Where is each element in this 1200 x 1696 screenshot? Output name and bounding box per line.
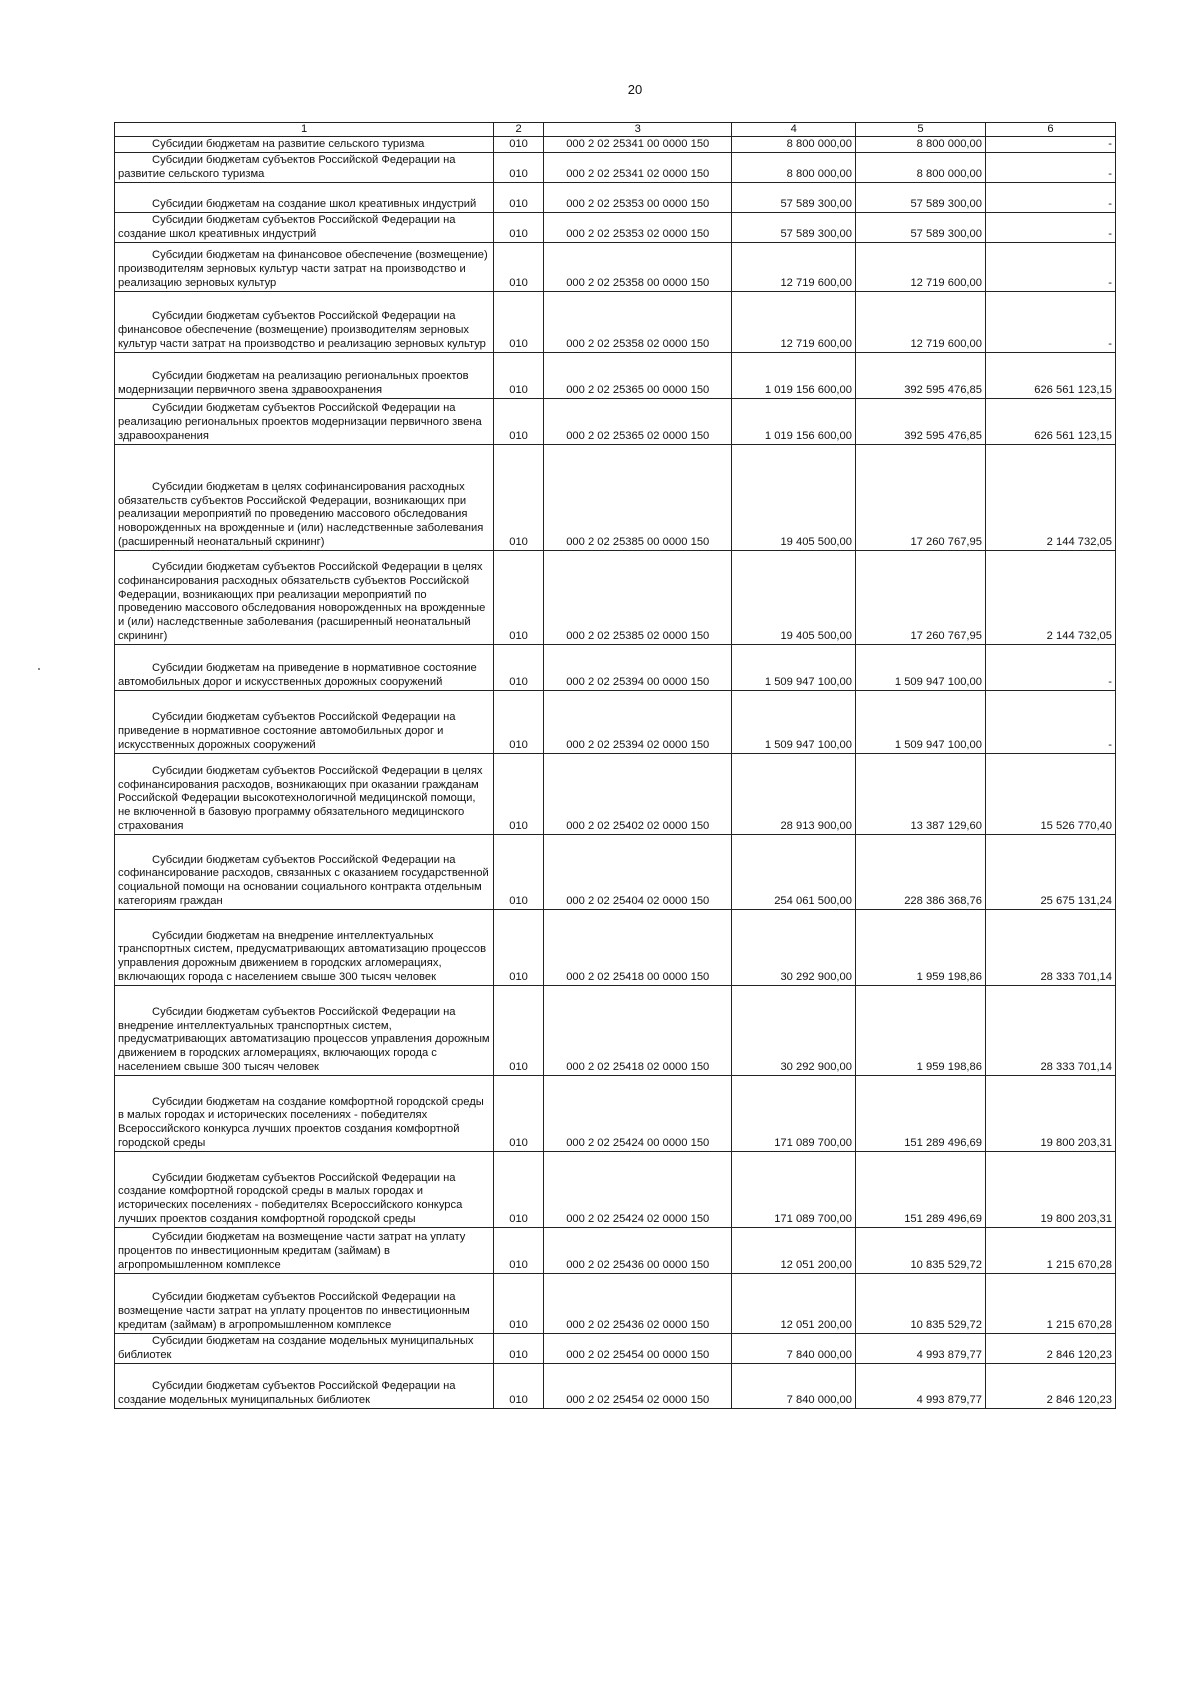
- item-name-cell: Субсидии бюджетам субъектов Российской Федерации в целях софинансирования расходов, возникающих при оказании гражданам Российской Федерации высокотехнологичной медицинской помощи, не включенной в базовую программу обязательного медицинского страхования: [115, 753, 494, 834]
- scan-speck: [38, 668, 40, 670]
- unexecuted-amount-cell: 19 800 203,31: [985, 1151, 1115, 1227]
- line-code-cell: 010: [494, 352, 544, 398]
- approved-amount-cell: 12 051 200,00: [732, 1273, 856, 1333]
- unexecuted-amount-cell: 28 333 701,14: [985, 909, 1115, 985]
- approved-amount-cell: 8 800 000,00: [732, 137, 856, 153]
- table-row: [115, 1227, 1116, 1273]
- item-name-cell: Субсидии бюджетам субъектов Российской Федерации на создание комфортной городской среды в малых городах и исторических поселениях - победителях Всероссийского конкурса лучших проектов создания комфортной городской среды: [115, 1151, 494, 1227]
- executed-amount-cell: 151 289 496,69: [855, 1151, 985, 1227]
- line-code-cell: 010: [494, 182, 544, 212]
- table-row: [115, 1151, 1116, 1227]
- line-code-cell: 010: [494, 444, 544, 550]
- unexecuted-amount-cell: -: [985, 152, 1115, 182]
- column-number: 4: [732, 123, 856, 137]
- executed-amount-cell: 13 387 129,60: [855, 753, 985, 834]
- column-number-row: [115, 123, 1116, 137]
- line-code-cell: 010: [494, 550, 544, 644]
- unexecuted-amount-cell: 19 800 203,31: [985, 1075, 1115, 1151]
- budget-classification-code-cell: 000 2 02 25454 00 0000 150: [543, 1333, 732, 1363]
- table-row: [115, 182, 1116, 212]
- item-name-cell: Субсидии бюджетам субъектов Российской Федерации на финансовое обеспечение (возмещение) производителям зерновых культур части затрат на производство и реализацию зерновых культур: [115, 291, 494, 352]
- budget-classification-code-cell: 000 2 02 25341 02 0000 150: [543, 152, 732, 182]
- executed-amount-cell: 392 595 476,85: [855, 352, 985, 398]
- line-code-cell: 010: [494, 834, 544, 909]
- table-row: [115, 1273, 1116, 1333]
- item-name-cell: Субсидии бюджетам на создание школ креативных индустрий: [115, 182, 494, 212]
- budget-classification-code-cell: 000 2 02 25454 02 0000 150: [543, 1363, 732, 1408]
- executed-amount-cell: 17 260 767,95: [855, 444, 985, 550]
- item-name-cell: Субсидии бюджетам субъектов Российской Федерации на развитие сельского туризма: [115, 152, 494, 182]
- item-name-cell: Субсидии бюджетам на создание комфортной городской среды в малых городах и исторических поселениях - победителях Всероссийского конкурса лучших проектов создания комфортной городской среды: [115, 1075, 494, 1151]
- approved-amount-cell: 1 019 156 600,00: [732, 352, 856, 398]
- line-code-cell: 010: [494, 212, 544, 242]
- approved-amount-cell: 254 061 500,00: [732, 834, 856, 909]
- approved-amount-cell: 1 509 947 100,00: [732, 644, 856, 690]
- table-row: [115, 398, 1116, 444]
- unexecuted-amount-cell: 2 144 732,05: [985, 550, 1115, 644]
- unexecuted-amount-cell: -: [985, 291, 1115, 352]
- table-row: [115, 444, 1116, 550]
- unexecuted-amount-cell: 626 561 123,15: [985, 352, 1115, 398]
- executed-amount-cell: 10 835 529,72: [855, 1273, 985, 1333]
- approved-amount-cell: 7 840 000,00: [732, 1333, 856, 1363]
- line-code-cell: 010: [494, 753, 544, 834]
- table-row: [115, 152, 1116, 182]
- executed-amount-cell: 8 800 000,00: [855, 152, 985, 182]
- line-code-cell: 010: [494, 1333, 544, 1363]
- executed-amount-cell: 228 386 368,76: [855, 834, 985, 909]
- table-row: [115, 644, 1116, 690]
- budget-classification-code-cell: 000 2 02 25358 00 0000 150: [543, 242, 732, 291]
- item-name-cell: Субсидии бюджетам на создание модельных муниципальных библиотек: [115, 1333, 494, 1363]
- approved-amount-cell: 57 589 300,00: [732, 212, 856, 242]
- budget-classification-code-cell: 000 2 02 25353 00 0000 150: [543, 182, 732, 212]
- budget-classification-code-cell: 000 2 02 25394 02 0000 150: [543, 690, 732, 753]
- unexecuted-amount-cell: 2 846 120,23: [985, 1363, 1115, 1408]
- line-code-cell: 010: [494, 242, 544, 291]
- line-code-cell: 010: [494, 1075, 544, 1151]
- page-number: 20: [627, 82, 643, 97]
- approved-amount-cell: 30 292 900,00: [732, 909, 856, 985]
- budget-classification-code-cell: 000 2 02 25436 00 0000 150: [543, 1227, 732, 1273]
- unexecuted-amount-cell: 2 846 120,23: [985, 1333, 1115, 1363]
- executed-amount-cell: 12 719 600,00: [855, 291, 985, 352]
- item-name-cell: Субсидии бюджетам на финансовое обеспечение (возмещение) производителям зерновых культур части затрат на производство и реализацию зерновых культур: [115, 242, 494, 291]
- budget-classification-code-cell: 000 2 02 25358 02 0000 150: [543, 291, 732, 352]
- item-name-cell: Субсидии бюджетам на реализацию региональных проектов модернизации первичного звена здравоохранения: [115, 352, 494, 398]
- unexecuted-amount-cell: 15 526 770,40: [985, 753, 1115, 834]
- budget-classification-code-cell: 000 2 02 25365 00 0000 150: [543, 352, 732, 398]
- executed-amount-cell: 392 595 476,85: [855, 398, 985, 444]
- column-number: 6: [985, 123, 1115, 137]
- budget-classification-code-cell: 000 2 02 25341 00 0000 150: [543, 137, 732, 153]
- approved-amount-cell: 28 913 900,00: [732, 753, 856, 834]
- budget-classification-code-cell: 000 2 02 25436 02 0000 150: [543, 1273, 732, 1333]
- unexecuted-amount-cell: -: [985, 644, 1115, 690]
- item-name-cell: Субсидии бюджетам субъектов Российской Федерации на приведение в нормативное состояние автомобильных дорог и искусственных дорожных сооружений: [115, 690, 494, 753]
- table-row: [115, 1075, 1116, 1151]
- executed-amount-cell: 10 835 529,72: [855, 1227, 985, 1273]
- table-row: [115, 690, 1116, 753]
- table-row: [115, 834, 1116, 909]
- approved-amount-cell: 8 800 000,00: [732, 152, 856, 182]
- table-row: [115, 137, 1116, 153]
- item-name-cell: Субсидии бюджетам субъектов Российской Федерации на создание школ креативных индустрий: [115, 212, 494, 242]
- unexecuted-amount-cell: 25 675 131,24: [985, 834, 1115, 909]
- table-row: [115, 1363, 1116, 1408]
- line-code-cell: 010: [494, 398, 544, 444]
- budget-classification-code-cell: 000 2 02 25394 00 0000 150: [543, 644, 732, 690]
- executed-amount-cell: 57 589 300,00: [855, 212, 985, 242]
- executed-amount-cell: 151 289 496,69: [855, 1075, 985, 1151]
- item-name-cell: Субсидии бюджетам на внедрение интеллектуальных транспортных систем, предусматривающих автоматизацию процессов управления дорожным движением в городских агломерациях, включающих города с населением свыше 300 тысяч человек: [115, 909, 494, 985]
- approved-amount-cell: 57 589 300,00: [732, 182, 856, 212]
- unexecuted-amount-cell: 626 561 123,15: [985, 398, 1115, 444]
- item-name-cell: Субсидии бюджетам в целях софинансирования расходных обязательств субъектов Российской Федерации, возникающих при реализации мероприятий по проведению массового обследования новорожденных на врожденные и (или) наследственные заболевания (расширенный неонатальный скрининг): [115, 444, 494, 550]
- line-code-cell: 010: [494, 1363, 544, 1408]
- unexecuted-amount-cell: 28 333 701,14: [985, 985, 1115, 1075]
- item-name-cell: Субсидии бюджетам на развитие сельского туризма: [115, 137, 494, 153]
- executed-amount-cell: 12 719 600,00: [855, 242, 985, 291]
- budget-classification-code-cell: 000 2 02 25365 02 0000 150: [543, 398, 732, 444]
- column-number: 5: [855, 123, 985, 137]
- approved-amount-cell: 12 719 600,00: [732, 242, 856, 291]
- line-code-cell: 010: [494, 985, 544, 1075]
- budget-classification-code-cell: 000 2 02 25385 00 0000 150: [543, 444, 732, 550]
- budget-classification-code-cell: 000 2 02 25385 02 0000 150: [543, 550, 732, 644]
- item-name-cell: Субсидии бюджетам субъектов Российской Федерации в целях софинансирования расходных обязательств субъектов Российской Федерации, возникающих при реализации мероприятий по проведению массового обследования новорожденных на врожденные и (или) наследственные заболевания (расширенный неонатальный скрининг): [115, 550, 494, 644]
- line-code-cell: 010: [494, 644, 544, 690]
- table-row: [115, 985, 1116, 1075]
- budget-table: [114, 122, 1116, 1409]
- item-name-cell: Субсидии бюджетам субъектов Российской Федерации на внедрение интеллектуальных транспортных систем, предусматривающих автоматизацию процессов управления дорожным движением в городских агломерациях, включающих города с населением свыше 300 тысяч человек: [115, 985, 494, 1075]
- unexecuted-amount-cell: -: [985, 690, 1115, 753]
- column-number: 3: [543, 123, 732, 137]
- budget-classification-code-cell: 000 2 02 25353 02 0000 150: [543, 212, 732, 242]
- unexecuted-amount-cell: -: [985, 182, 1115, 212]
- approved-amount-cell: 19 405 500,00: [732, 444, 856, 550]
- approved-amount-cell: 30 292 900,00: [732, 985, 856, 1075]
- column-number: 1: [115, 123, 494, 137]
- budget-classification-code-cell: 000 2 02 25418 00 0000 150: [543, 909, 732, 985]
- executed-amount-cell: 4 993 879,77: [855, 1363, 985, 1408]
- executed-amount-cell: 1 509 947 100,00: [855, 644, 985, 690]
- approved-amount-cell: 171 089 700,00: [732, 1151, 856, 1227]
- executed-amount-cell: 4 993 879,77: [855, 1333, 985, 1363]
- executed-amount-cell: 1 959 198,86: [855, 985, 985, 1075]
- budget-classification-code-cell: 000 2 02 25418 02 0000 150: [543, 985, 732, 1075]
- line-code-cell: 010: [494, 1273, 544, 1333]
- line-code-cell: 010: [494, 152, 544, 182]
- approved-amount-cell: 19 405 500,00: [732, 550, 856, 644]
- item-name-cell: Субсидии бюджетам субъектов Российской Федерации на реализацию региональных проектов модернизации первичного звена здравоохранения: [115, 398, 494, 444]
- table-row: [115, 242, 1116, 291]
- executed-amount-cell: 1 959 198,86: [855, 909, 985, 985]
- unexecuted-amount-cell: 1 215 670,28: [985, 1273, 1115, 1333]
- item-name-cell: Субсидии бюджетам субъектов Российской Федерации на софинансирование расходов, связанных с оказанием государственной социальной помощи на основании социального контракта отдельным категориям граждан: [115, 834, 494, 909]
- unexecuted-amount-cell: -: [985, 212, 1115, 242]
- unexecuted-amount-cell: -: [985, 242, 1115, 291]
- executed-amount-cell: 1 509 947 100,00: [855, 690, 985, 753]
- approved-amount-cell: 1 019 156 600,00: [732, 398, 856, 444]
- line-code-cell: 010: [494, 909, 544, 985]
- line-code-cell: 010: [494, 291, 544, 352]
- item-name-cell: Субсидии бюджетам субъектов Российской Федерации на создание модельных муниципальных библиотек: [115, 1363, 494, 1408]
- approved-amount-cell: 7 840 000,00: [732, 1363, 856, 1408]
- table-row: [115, 212, 1116, 242]
- executed-amount-cell: 17 260 767,95: [855, 550, 985, 644]
- budget-classification-code-cell: 000 2 02 25424 02 0000 150: [543, 1151, 732, 1227]
- approved-amount-cell: 12 719 600,00: [732, 291, 856, 352]
- line-code-cell: 010: [494, 137, 544, 153]
- unexecuted-amount-cell: -: [985, 137, 1115, 153]
- approved-amount-cell: 12 051 200,00: [732, 1227, 856, 1273]
- item-name-cell: Субсидии бюджетам на возмещение части затрат на уплату процентов по инвестиционным кредитам (займам) в агропромышленном комплексе: [115, 1227, 494, 1273]
- budget-table-body: [115, 123, 1116, 1409]
- executed-amount-cell: 57 589 300,00: [855, 182, 985, 212]
- table-row: [115, 909, 1116, 985]
- approved-amount-cell: 171 089 700,00: [732, 1075, 856, 1151]
- budget-classification-code-cell: 000 2 02 25402 02 0000 150: [543, 753, 732, 834]
- line-code-cell: 010: [494, 690, 544, 753]
- table-row: [115, 753, 1116, 834]
- executed-amount-cell: 8 800 000,00: [855, 137, 985, 153]
- table-row: [115, 352, 1116, 398]
- budget-classification-code-cell: 000 2 02 25404 02 0000 150: [543, 834, 732, 909]
- table-row: [115, 291, 1116, 352]
- column-number: 2: [494, 123, 544, 137]
- table-row: [115, 1333, 1116, 1363]
- approved-amount-cell: 1 509 947 100,00: [732, 690, 856, 753]
- unexecuted-amount-cell: 2 144 732,05: [985, 444, 1115, 550]
- line-code-cell: 010: [494, 1151, 544, 1227]
- line-code-cell: 010: [494, 1227, 544, 1273]
- budget-classification-code-cell: 000 2 02 25424 00 0000 150: [543, 1075, 732, 1151]
- unexecuted-amount-cell: 1 215 670,28: [985, 1227, 1115, 1273]
- item-name-cell: Субсидии бюджетам на приведение в нормативное состояние автомобильных дорог и искусственных дорожных сооружений: [115, 644, 494, 690]
- item-name-cell: Субсидии бюджетам субъектов Российской Федерации на возмещение части затрат на уплату процентов по инвестиционным кредитам (займам) в агропромышленном комплексе: [115, 1273, 494, 1333]
- table-row: [115, 550, 1116, 644]
